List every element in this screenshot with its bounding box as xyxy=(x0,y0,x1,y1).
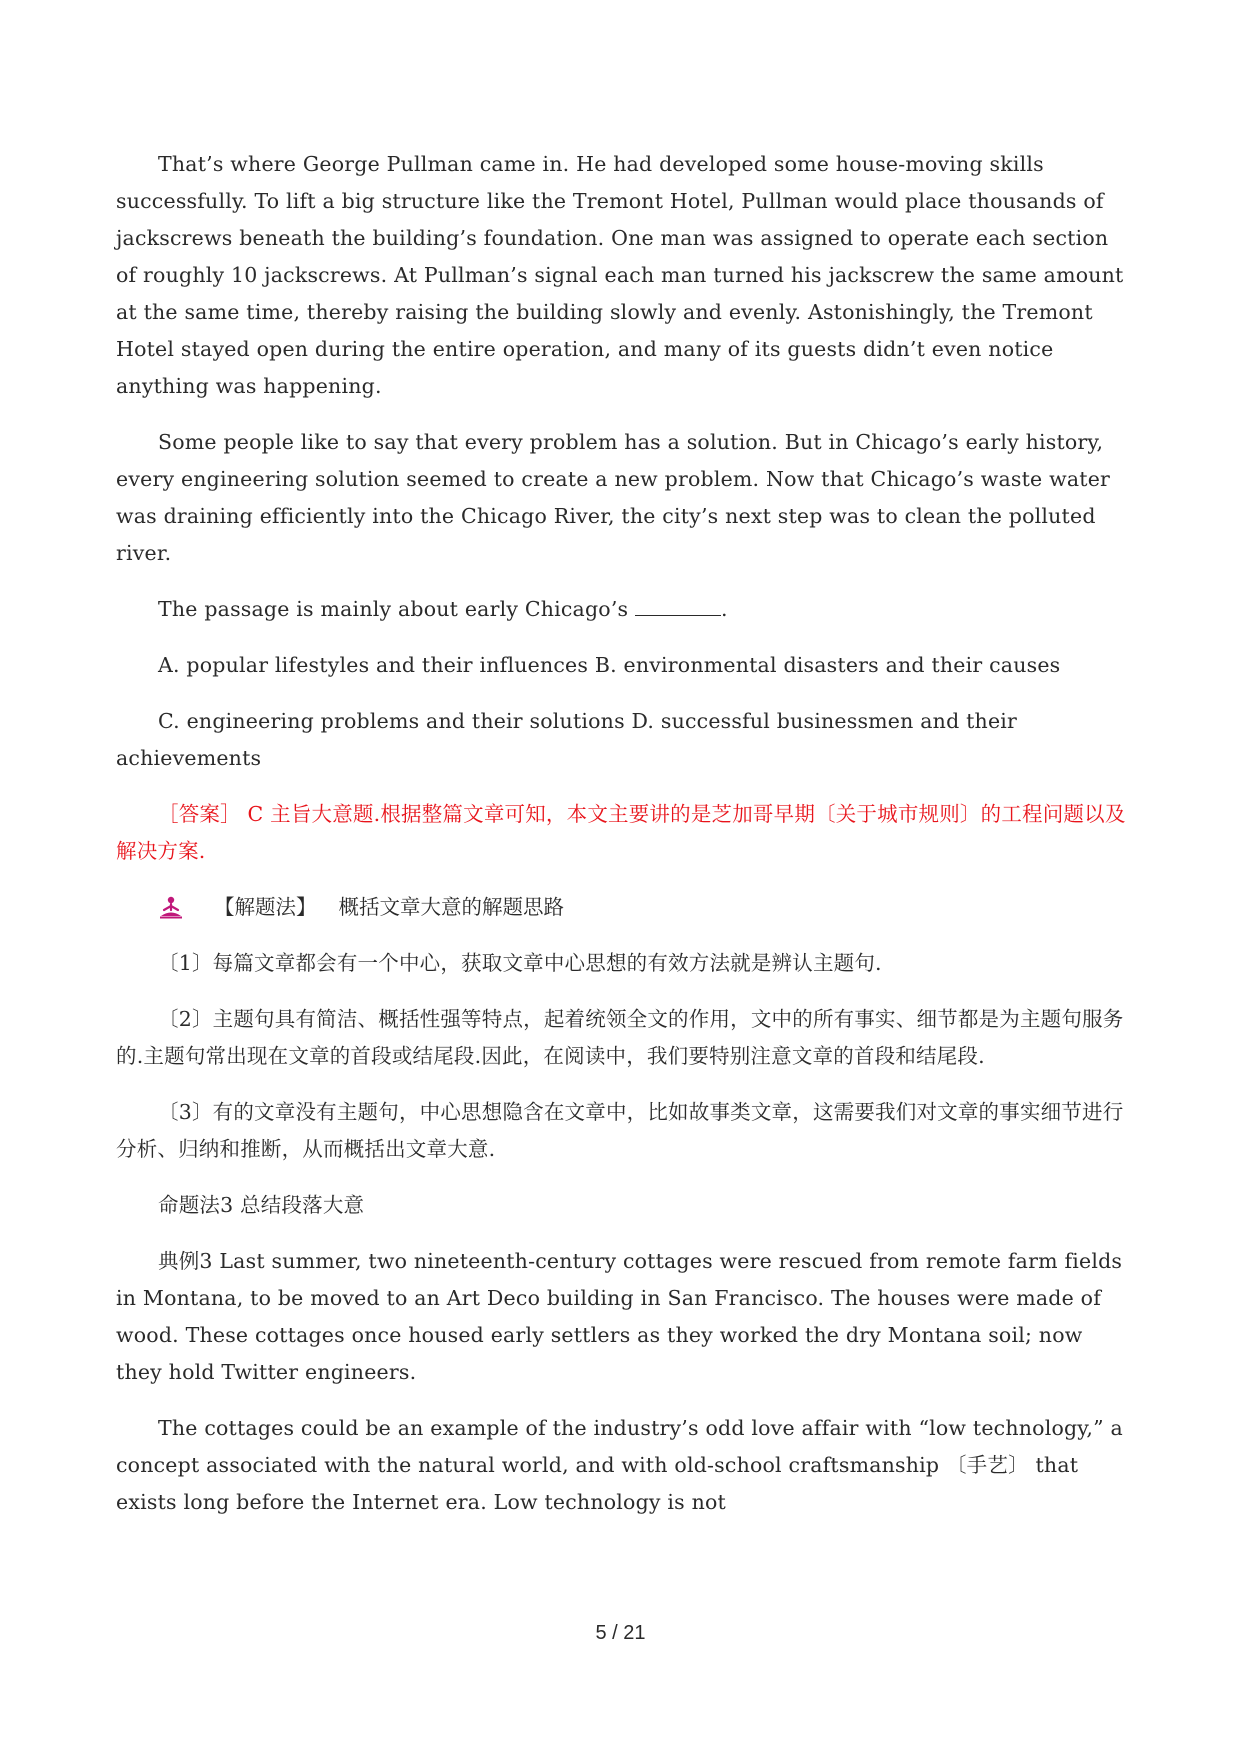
answer-explanation-text: ［答案］ C 主旨大意题.根据整篇文章可知，本文主要讲的是芝加哥早期〔关于城市规则〕的工程问题以及解决方案. xyxy=(116,802,1126,863)
paragraph-chicago-river-text: Some people like to say that every problem has a solution. But in Chicago’s early history, every engineering solution seemed to create a new problem. Now that Chicago’s waste water was draining efficiently into the Chicago River, the city’s next step was to clean the polluted river. xyxy=(116,430,1111,565)
example-3-paragraph xyxy=(116,1243,1126,1391)
section-heading-text: 命题法3 总结段落大意 xyxy=(158,1193,365,1217)
question-stem-text: The passage is mainly about early Chicago’s xyxy=(158,597,635,621)
paragraph-pullman-text: That’s where George Pullman came in. He had developed some house-moving skills successfully. To lift a big structure like the Tremont Hotel, Pullman would place thousands of jackscrews beneath the building’s foundation. One man was assigned to operate each section of roughly 10 jackscrews. At Pullman’s signal each man turned his jackscrew the same amount at the same time, thereby raising the building slowly and evenly. Astonishingly, the Tremont Hotel stayed open during the entire operation, and many of its guests didn’t even notice anything was happening. xyxy=(116,152,1124,398)
tip-title: 【解题法】 xyxy=(214,895,317,919)
example-3-text: 典例3 Last summer, two nineteenth-century cottages were rescued from remote farm fields in Montana, to be moved to an Art Deco building in San Francisco. The houses were made of wood. These cottages once housed early settlers as they worked the dry Montana soil; now they hold Twitter engineers. xyxy=(116,1249,1123,1384)
paragraph-pullman xyxy=(116,146,1126,405)
answer-explanation xyxy=(116,796,1126,870)
tip-item-1-text: 〔1〕每篇文章都会有一个中心，获取文章中心思想的有效方法就是辨认主题句. xyxy=(158,951,882,975)
tip-heading xyxy=(116,889,1126,926)
options-a-b-text: A. popular lifestyles and their influences B. environmental disasters and their causes xyxy=(158,653,1061,677)
document-page xyxy=(116,146,1126,1540)
page-number: 5 / 21 xyxy=(595,1622,646,1644)
paragraph-cottages-text: The cottages could be an example of the industry’s odd love affair with “low technology,” a concept associated with the natural world, and with old-school craftsmanship 〔手艺〕 that exists long before the Internet era. Low technology is not xyxy=(116,1416,1123,1514)
options-c-d-text: C. engineering problems and their solutions D. successful businessmen and their achievements xyxy=(116,709,1018,770)
question-stem-end: . xyxy=(721,597,728,621)
tip-subtitle: 概括文章大意的解题思路 xyxy=(338,895,564,919)
meditating-figure-icon xyxy=(158,895,184,921)
tip-item-3 xyxy=(116,1094,1126,1168)
tip-item-1 xyxy=(116,945,1126,982)
answer-blank xyxy=(635,593,721,616)
paragraph-cottages xyxy=(116,1410,1126,1521)
tip-item-2-text: 〔2〕主题句具有简洁、概括性强等特点，起着统领全文的作用，文中的所有事实、细节都是为主题句服务的.主题句常出现在文章的首段或结尾段.因此，在阅读中，我们要特别注意文章的首段和结尾段. xyxy=(116,1007,1124,1068)
question-stem xyxy=(116,591,1126,628)
options-c-d xyxy=(116,703,1126,777)
options-a-b xyxy=(116,647,1126,684)
section-heading xyxy=(116,1187,1126,1224)
tip-item-3-text: 〔3〕有的文章没有主题句，中心思想隐含在文章中，比如故事类文章，这需要我们对文章的事实细节进行分析、归纳和推断，从而概括出文章大意. xyxy=(116,1100,1124,1161)
paragraph-chicago-river xyxy=(116,424,1126,572)
tip-item-2 xyxy=(116,1001,1126,1075)
